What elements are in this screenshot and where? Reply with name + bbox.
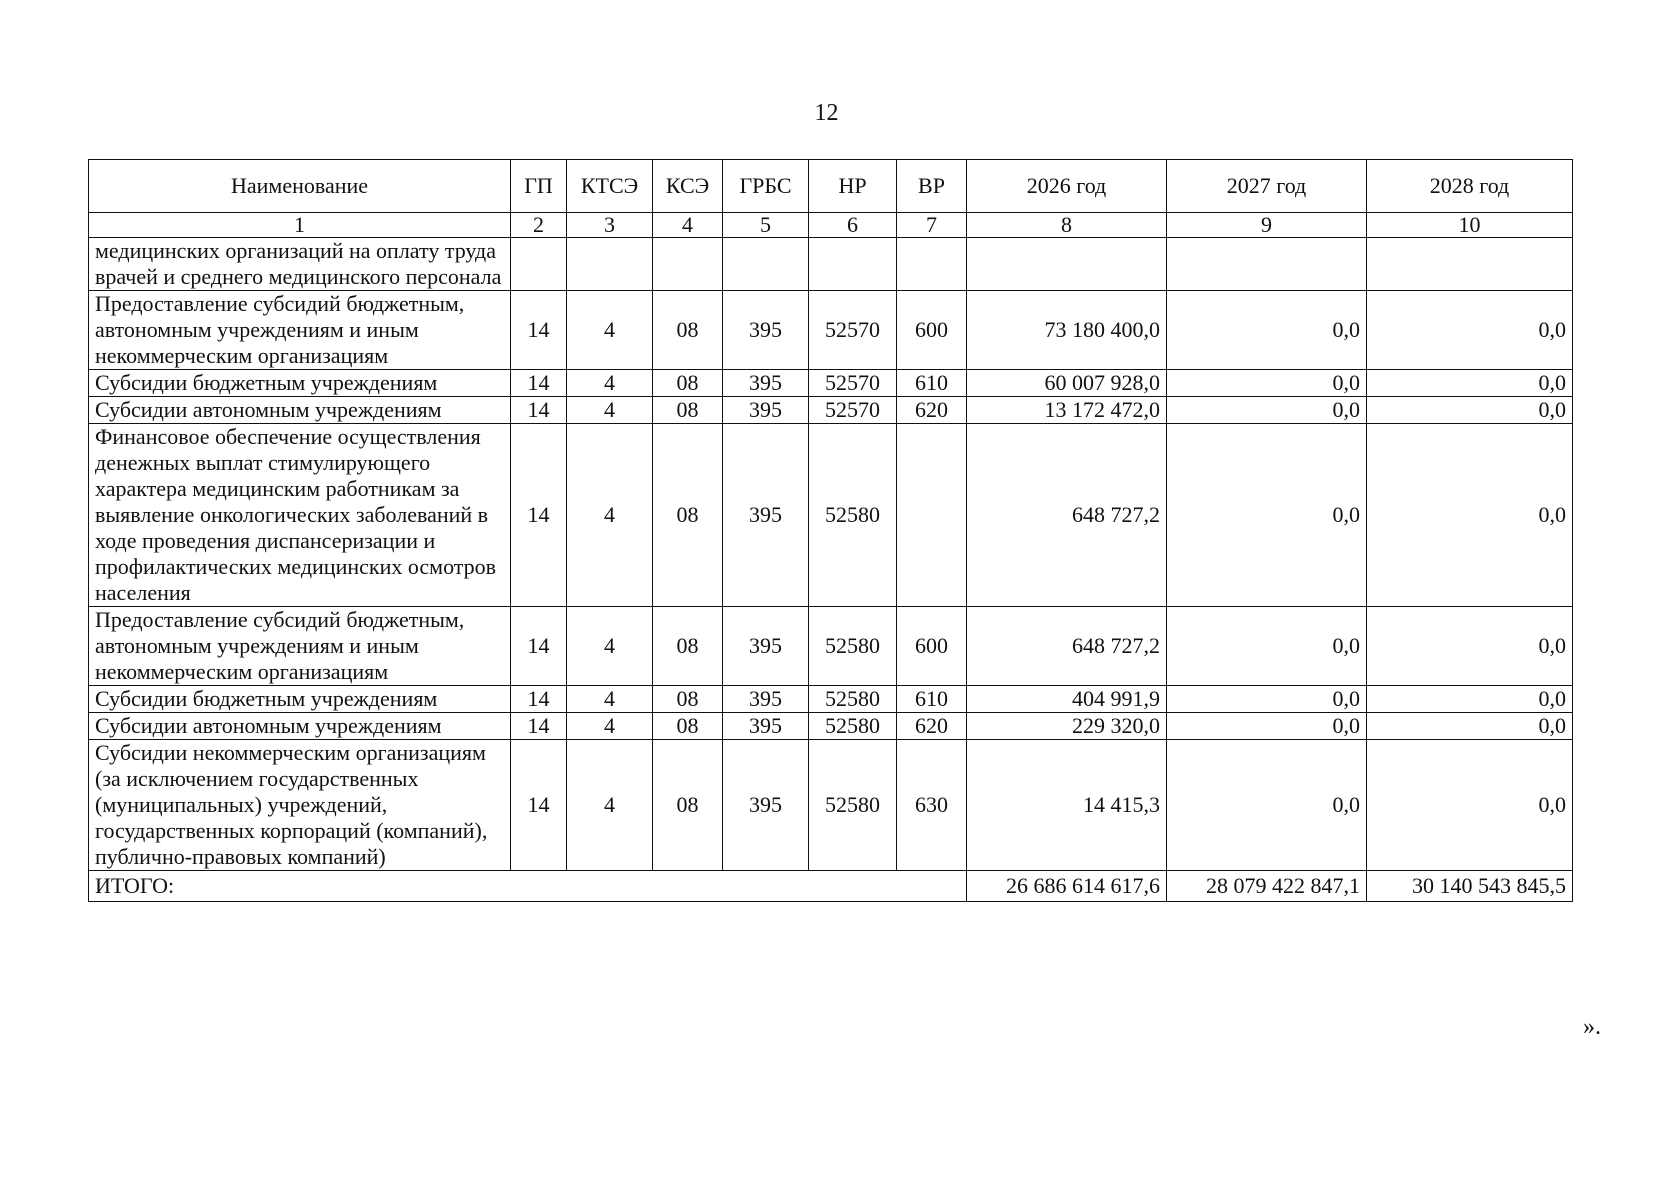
row-nr: 52570 xyxy=(809,291,897,370)
row-amount-2028: 0,0 xyxy=(1367,291,1573,370)
total-2026: 26 686 614 617,6 xyxy=(967,871,1167,902)
column-number: 6 xyxy=(809,213,897,238)
row-kse: 08 xyxy=(653,397,723,424)
row-ktse: 4 xyxy=(567,686,653,713)
row-amount-2026: 14 415,3 xyxy=(967,740,1167,871)
row-name: Субсидии автономным учреждениям xyxy=(89,713,511,740)
table-row xyxy=(89,397,1573,424)
row-name: Субсидии автономным учреждениям xyxy=(89,397,511,424)
header-kse: КСЭ xyxy=(653,160,723,213)
row-amount-2026: 73 180 400,0 xyxy=(967,291,1167,370)
row-amount-2026: 648 727,2 xyxy=(967,607,1167,686)
row-amount-2027: 0,0 xyxy=(1167,740,1367,871)
row-amount-2028: 0,0 xyxy=(1367,424,1573,607)
row-amount-2028: 0,0 xyxy=(1367,397,1573,424)
row-amount-2028 xyxy=(1367,238,1573,291)
row-name: медицинских организаций на оплату труда врачей и среднего медицинского персонала xyxy=(89,238,511,291)
row-kse: 08 xyxy=(653,686,723,713)
row-grbs: 395 xyxy=(723,370,809,397)
header-row xyxy=(89,160,1573,213)
row-ktse xyxy=(567,238,653,291)
row-gp: 14 xyxy=(511,424,567,607)
table-row xyxy=(89,291,1573,370)
row-amount-2028: 0,0 xyxy=(1367,713,1573,740)
row-nr: 52580 xyxy=(809,424,897,607)
row-ktse: 4 xyxy=(567,370,653,397)
table-body xyxy=(89,238,1573,902)
header-nr: НР xyxy=(809,160,897,213)
row-vr: 610 xyxy=(897,686,967,713)
row-amount-2027: 0,0 xyxy=(1167,607,1367,686)
column-numbering-row xyxy=(89,213,1573,238)
column-number: 10 xyxy=(1367,213,1573,238)
column-number: 7 xyxy=(897,213,967,238)
row-ktse: 4 xyxy=(567,607,653,686)
row-vr: 620 xyxy=(897,713,967,740)
total-row xyxy=(89,871,1573,902)
row-ktse: 4 xyxy=(567,397,653,424)
row-vr xyxy=(897,424,967,607)
row-ktse: 4 xyxy=(567,740,653,871)
header-2028: 2028 год xyxy=(1367,160,1573,213)
row-amount-2027: 0,0 xyxy=(1167,370,1367,397)
row-gp: 14 xyxy=(511,291,567,370)
header-ktse: КТСЭ xyxy=(567,160,653,213)
budget-table xyxy=(88,159,1573,902)
row-amount-2028: 0,0 xyxy=(1367,607,1573,686)
column-number: 2 xyxy=(511,213,567,238)
row-grbs: 395 xyxy=(723,713,809,740)
row-ktse: 4 xyxy=(567,424,653,607)
row-grbs: 395 xyxy=(723,607,809,686)
table-row xyxy=(89,424,1573,607)
row-kse: 08 xyxy=(653,713,723,740)
closing-quote: ». xyxy=(1583,1014,1601,1040)
row-vr: 610 xyxy=(897,370,967,397)
row-kse: 08 xyxy=(653,370,723,397)
row-nr: 52580 xyxy=(809,740,897,871)
column-number: 3 xyxy=(567,213,653,238)
row-gp: 14 xyxy=(511,686,567,713)
row-amount-2027: 0,0 xyxy=(1167,291,1367,370)
table-row xyxy=(89,607,1573,686)
row-nr xyxy=(809,238,897,291)
row-nr: 52570 xyxy=(809,397,897,424)
row-gp: 14 xyxy=(511,713,567,740)
row-kse xyxy=(653,238,723,291)
row-amount-2026: 648 727,2 xyxy=(967,424,1167,607)
row-amount-2026: 60 007 928,0 xyxy=(967,370,1167,397)
row-amount-2026: 13 172 472,0 xyxy=(967,397,1167,424)
header-grbs: ГРБС xyxy=(723,160,809,213)
row-amount-2026: 229 320,0 xyxy=(967,713,1167,740)
row-vr: 600 xyxy=(897,607,967,686)
row-kse: 08 xyxy=(653,607,723,686)
header-name: Наименование xyxy=(89,160,511,213)
row-grbs: 395 xyxy=(723,740,809,871)
column-number: 4 xyxy=(653,213,723,238)
row-gp: 14 xyxy=(511,607,567,686)
row-grbs: 395 xyxy=(723,291,809,370)
row-gp: 14 xyxy=(511,397,567,424)
row-gp xyxy=(511,238,567,291)
row-vr: 630 xyxy=(897,740,967,871)
row-nr: 52580 xyxy=(809,607,897,686)
row-grbs: 395 xyxy=(723,686,809,713)
table-row xyxy=(89,238,1573,291)
column-number: 5 xyxy=(723,213,809,238)
row-amount-2026: 404 991,9 xyxy=(967,686,1167,713)
row-name: Предоставление субсидий бюджетным, автономным учреждениям и иным некоммерческим организациям xyxy=(89,291,511,370)
row-amount-2026 xyxy=(967,238,1167,291)
table-row xyxy=(89,713,1573,740)
row-amount-2027: 0,0 xyxy=(1167,713,1367,740)
header-vr: ВР xyxy=(897,160,967,213)
header-2027: 2027 год xyxy=(1167,160,1367,213)
row-kse: 08 xyxy=(653,740,723,871)
column-number: 9 xyxy=(1167,213,1367,238)
row-grbs: 395 xyxy=(723,397,809,424)
total-2027: 28 079 422 847,1 xyxy=(1167,871,1367,902)
row-name: Субсидии некоммерческим организациям (за исключением государственных (муниципальных) учреждений, государственных корпораций (компаний), публично-правовых компаний) xyxy=(89,740,511,871)
row-grbs: 395 xyxy=(723,424,809,607)
header-2026: 2026 год xyxy=(967,160,1167,213)
row-ktse: 4 xyxy=(567,291,653,370)
row-name: Предоставление субсидий бюджетным, автономным учреждениям и иным некоммерческим организациям xyxy=(89,607,511,686)
row-vr: 620 xyxy=(897,397,967,424)
row-amount-2027: 0,0 xyxy=(1167,686,1367,713)
row-amount-2028: 0,0 xyxy=(1367,740,1573,871)
row-name: Субсидии бюджетным учреждениям xyxy=(89,370,511,397)
total-label: ИТОГО: xyxy=(89,871,967,902)
row-name: Субсидии бюджетным учреждениям xyxy=(89,686,511,713)
row-amount-2027: 0,0 xyxy=(1167,424,1367,607)
row-gp: 14 xyxy=(511,370,567,397)
row-grbs xyxy=(723,238,809,291)
row-amount-2028: 0,0 xyxy=(1367,370,1573,397)
column-number: 1 xyxy=(89,213,511,238)
row-ktse: 4 xyxy=(567,713,653,740)
row-nr: 52570 xyxy=(809,370,897,397)
table-row xyxy=(89,686,1573,713)
row-amount-2028: 0,0 xyxy=(1367,686,1573,713)
row-amount-2027: 0,0 xyxy=(1167,397,1367,424)
row-gp: 14 xyxy=(511,740,567,871)
row-amount-2027 xyxy=(1167,238,1367,291)
table-row xyxy=(89,740,1573,871)
column-number: 8 xyxy=(967,213,1167,238)
row-name: Финансовое обеспечение осуществления денежных выплат стимулирующего характера медицинским работникам за выявление онкологических заболеваний в ходе проведения диспансеризации и профилактических медицинских осмотров населения xyxy=(89,424,511,607)
table-row xyxy=(89,370,1573,397)
row-kse: 08 xyxy=(653,291,723,370)
row-vr xyxy=(897,238,967,291)
row-vr: 600 xyxy=(897,291,967,370)
row-nr: 52580 xyxy=(809,686,897,713)
row-kse: 08 xyxy=(653,424,723,607)
page-number: 12 xyxy=(814,100,839,126)
header-gp: ГП xyxy=(511,160,567,213)
row-nr: 52580 xyxy=(809,713,897,740)
total-2028: 30 140 543 845,5 xyxy=(1367,871,1573,902)
